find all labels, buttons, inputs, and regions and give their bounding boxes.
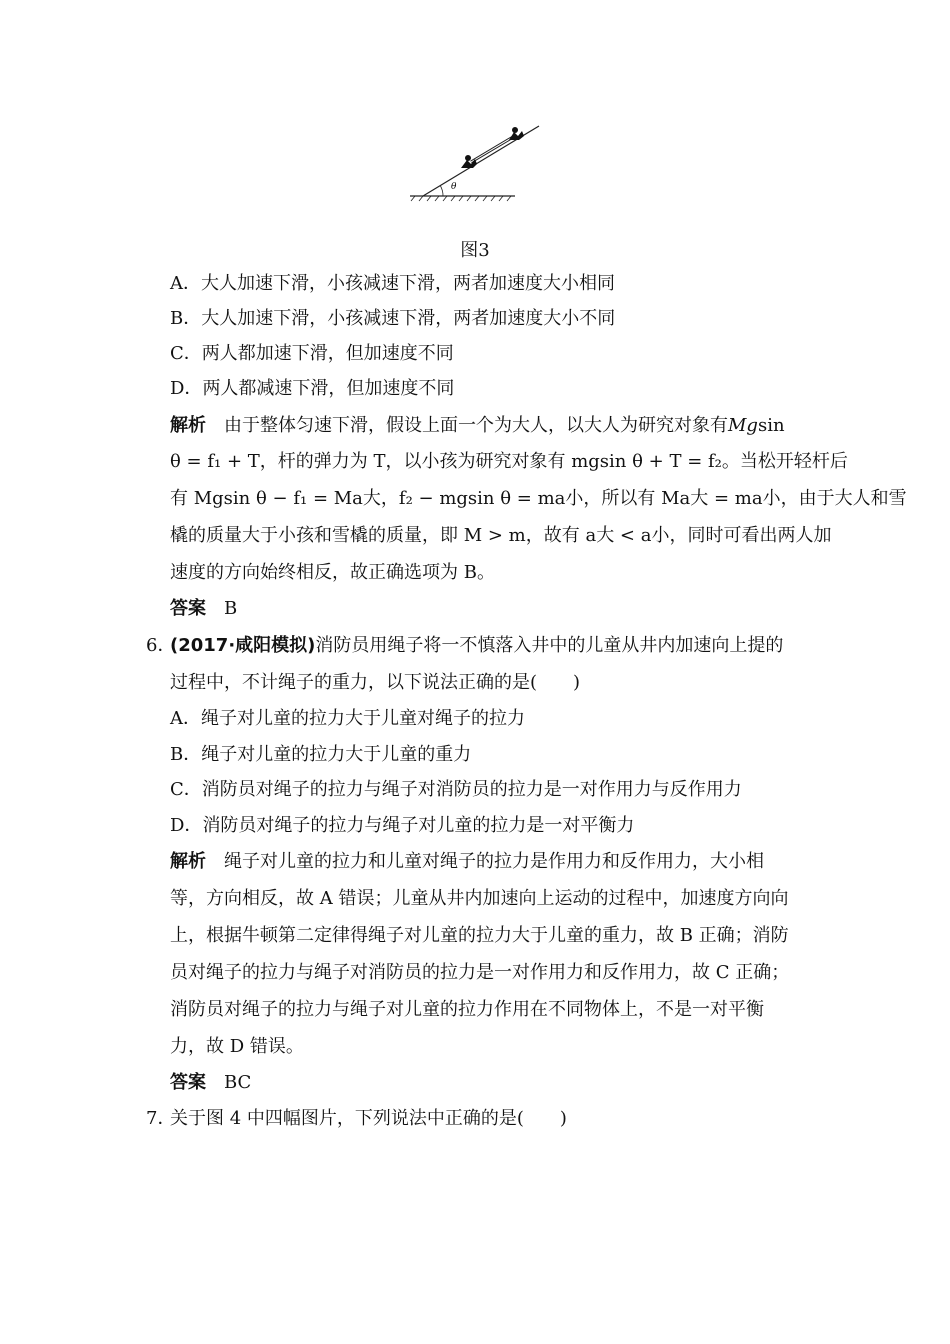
- q6-stem-line-2: 过程中，不计绳子的重力，以下说法正确的是( ): [170, 672, 581, 693]
- figure-3-caption: 图3: [460, 240, 490, 261]
- q5-analysis-label: 解析: [170, 415, 206, 436]
- q6-option-d: D．消防员对绳子的拉力与绳子对儿童的拉力是一对平衡力: [170, 815, 635, 836]
- q5-answer-label: 答案: [170, 598, 206, 619]
- q5-analysis-line-2: θ = f₁ + T，杆的弹力为 T，以小孩为研究对象有 mgsin θ + T = f₂。当松开轻杆后: [170, 451, 848, 472]
- q6-option-b: B．绳子对儿童的拉力大于儿童的重力: [170, 744, 472, 765]
- q5-analysis-line-4: 橇的质量大于小孩和雪橇的质量，即 M > m，故有 a大 < a小，同时可看出两人加: [170, 525, 832, 546]
- q5-answer: [170, 596, 810, 622]
- q6-stem-line-1: (2017·咸阳模拟)消防员用绳子将一不慎落入井中的儿童从井内加速向上提的: [170, 635, 784, 656]
- q5-option-b: B．大人加速下滑，小孩减速下滑，两者加速度大小不同: [170, 308, 616, 329]
- q5-option-a: A．大人加速下滑，小孩减速下滑，两者加速度大小相同: [170, 273, 615, 294]
- q6-analysis-line-3: 上，根据牛顿第二定律得绳子对儿童的拉力大于儿童的重力，故 B 正确；消防: [170, 925, 789, 946]
- q6-analysis-label: 解析: [170, 851, 206, 872]
- q5-option-c: C．两人都加速下滑，但加速度不同: [170, 343, 454, 364]
- q6-analysis-line-1: 解析 绳子对儿童的拉力和儿童对绳子的拉力是作用力和反作用力，大小相: [170, 851, 764, 872]
- q6-answer-value: BC: [224, 1072, 252, 1093]
- q6-answer: [170, 1070, 810, 1096]
- q6-answer-label: 答案: [170, 1072, 206, 1093]
- q7-number: 7．: [146, 1108, 176, 1129]
- q6-number: 6．: [146, 635, 176, 656]
- angle-theta-label: θ: [451, 182, 457, 192]
- q6-source: (2017·咸阳模拟): [170, 635, 316, 656]
- q7-stem: 关于图 4 中四幅图片，下列说法中正确的是( ): [170, 1108, 567, 1129]
- q6-analysis-line-6: 力，故 D 错误。: [170, 1036, 304, 1057]
- q5-analysis-line-5: 速度的方向始终相反，故正确选项为 B。: [170, 562, 495, 583]
- q5-analysis-line-3: 有 Mgsin θ − f₁ = Ma大，f₂ − mgsin θ = ma小，所以有 Ma大 = ma小，由于大人和雪: [170, 488, 907, 509]
- q6-analysis-line-2: 等，方向相反，故 A 错误；儿童从井内加速向上运动的过程中，加速度方向向: [170, 888, 789, 909]
- q6-option-a: A．绳子对儿童的拉力大于儿童对绳子的拉力: [170, 708, 525, 729]
- q5-answer-value: B: [224, 598, 238, 619]
- q5-option-d: D．两人都减速下滑，但加速度不同: [170, 378, 455, 399]
- q6-analysis-line-5: 消防员对绳子的拉力与绳子对儿童的拉力作用在不同物体上，不是一对平衡: [170, 999, 764, 1020]
- q6-analysis-line-4: 员对绳子的拉力与绳子对消防员的拉力是一对作用力和反作用力，故 C 正确；: [170, 962, 790, 983]
- q6-option-c: C．消防员对绳子的拉力与绳子对消防员的拉力是一对作用力与反作用力: [170, 779, 742, 800]
- figure-3-incline-diagram: [405, 118, 545, 208]
- q5-analysis-line-1: 解析 由于整体匀速下滑，假设上面一个为大人，以大人为研究对象有Mgsin: [170, 415, 785, 436]
